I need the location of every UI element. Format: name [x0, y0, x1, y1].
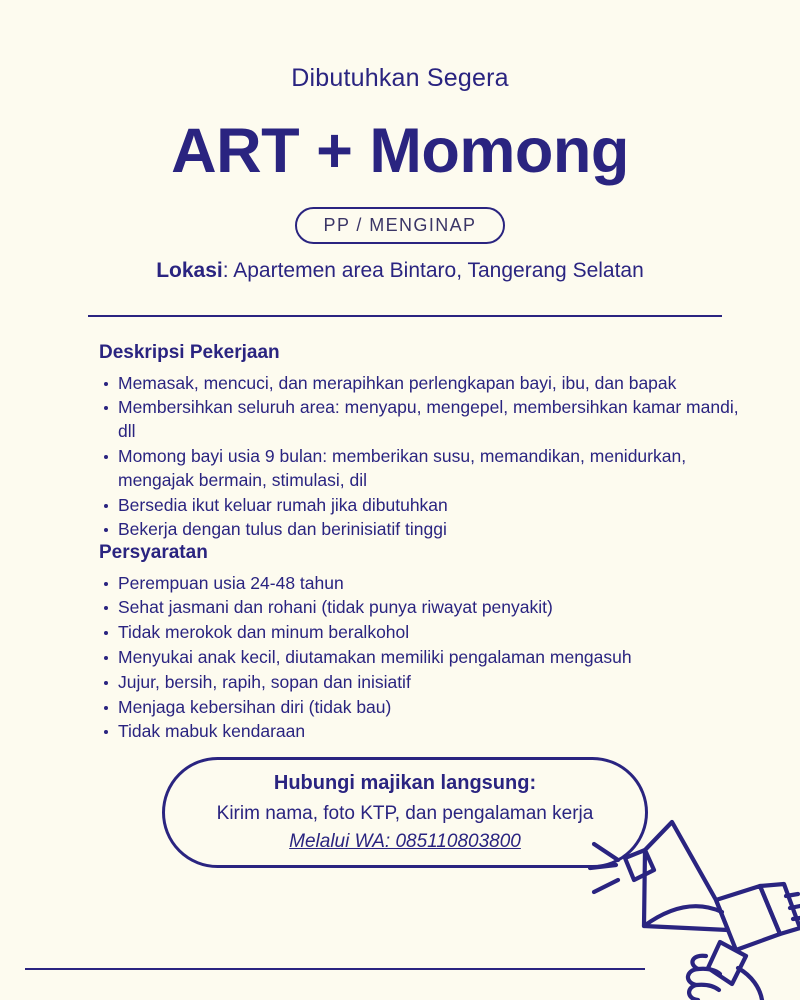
list-item: Menjaga kebersihan diri (tidak bau): [99, 696, 739, 720]
location-separator: :: [222, 259, 234, 282]
list-item: Jujur, bersih, rapih, sopan dan inisiatif: [99, 671, 739, 695]
eyebrow-text: Dibutuhkan Segera: [291, 64, 509, 92]
job-description-section: [99, 341, 739, 543]
contact-callout: [162, 757, 648, 868]
requirements-section: [99, 541, 739, 745]
list-item: Tidak merokok dan minum beralkohol: [99, 621, 739, 645]
badge-container: [0, 207, 800, 244]
location-line: [0, 259, 800, 283]
whatsapp-contact[interactable]: Melalui WA: 085110803800: [289, 830, 521, 852]
list-item: Sehat jasmani dan rohani (tidak punya riwayat penyakit): [99, 596, 739, 620]
list-item: Bersedia ikut keluar rumah jika dibutuhkan: [99, 494, 739, 518]
contact-instruction: Kirim nama, foto KTP, dan pengalaman kerja: [216, 802, 594, 824]
list-item: Bekerja dengan tulus dan berinisiatif tinggi: [99, 518, 739, 542]
divider-top: [88, 315, 722, 317]
list-item: Perempuan usia 24-48 tahun: [99, 572, 739, 596]
requirements-list: [99, 572, 739, 745]
location-value: Apartemen area Bintaro, Tangerang Selatan: [233, 259, 644, 282]
status-badge: PP / MENGINAP: [295, 207, 506, 244]
requirements-title: Persyaratan: [99, 542, 208, 563]
list-item: Menyukai anak kecil, diutamakan memiliki pengalaman mengasuh: [99, 646, 739, 670]
list-item: Memasak, mencuci, dan merapihkan perlengkapan bayi, ibu, dan bapak: [99, 372, 739, 396]
divider-bottom: [25, 968, 645, 970]
job-description-list: [99, 372, 739, 543]
location-label: Lokasi: [156, 259, 223, 282]
contact-title: Hubungi majikan langsung:: [273, 771, 537, 794]
list-item: Tidak mabuk kendaraan: [99, 720, 739, 744]
list-item: Momong bayi usia 9 bulan: memberikan susu, memandikan, menidurkan, mengajak bermain, stimulasi, dil: [99, 445, 739, 493]
list-item: Membersihkan seluruh area: menyapu, mengepel, membersihkan kamar mandi, dll: [99, 396, 739, 444]
job-description-title: Deskripsi Pekerjaan: [99, 342, 280, 363]
page-title: ART + Momong: [171, 116, 629, 186]
